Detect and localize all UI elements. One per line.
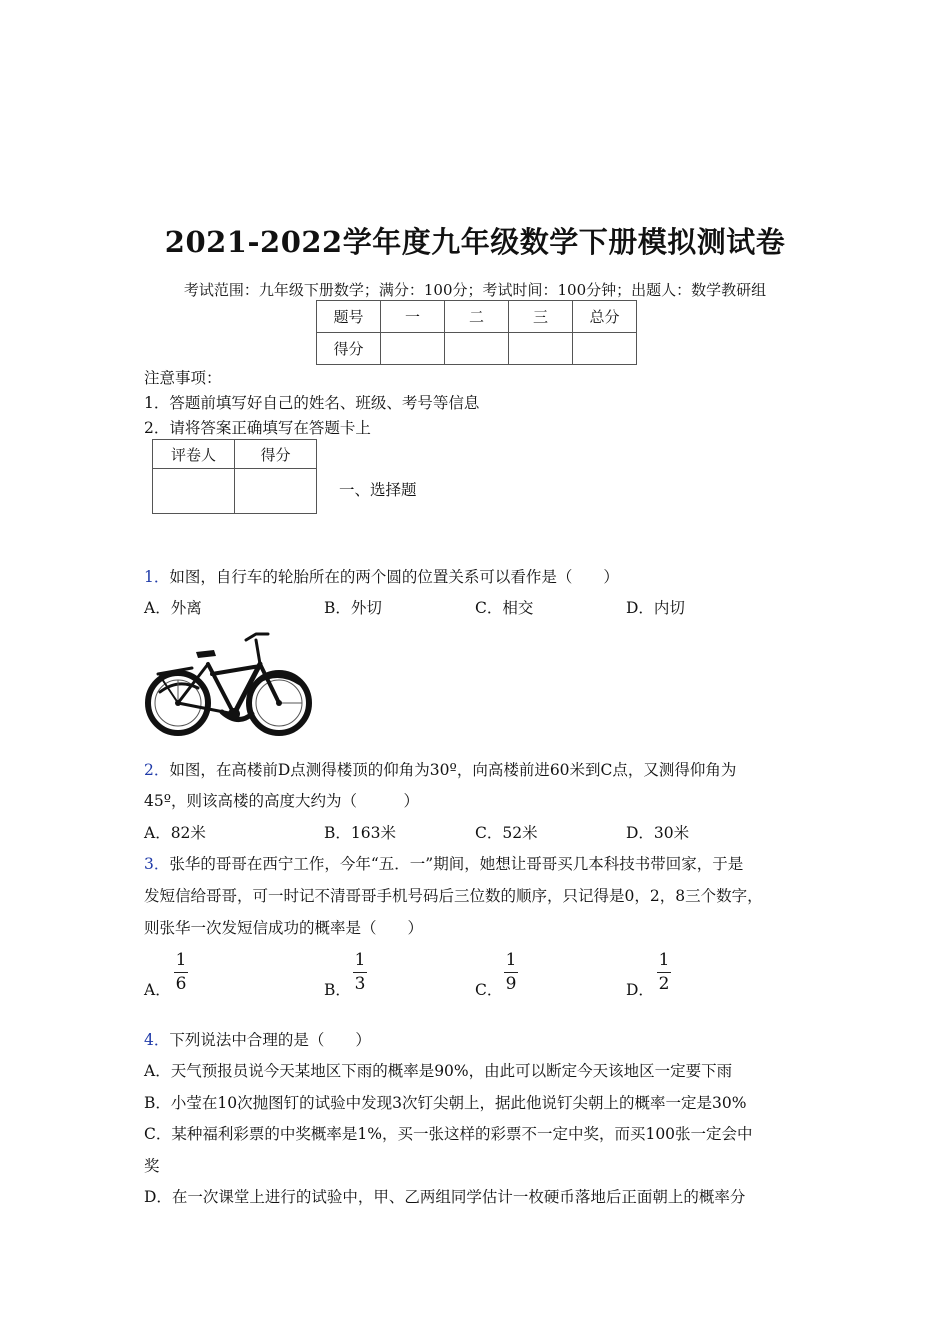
q2-option-d: D．30米 — [626, 824, 690, 842]
question-number: 1． — [144, 568, 170, 586]
fraction-numerator: 1 — [175, 950, 187, 970]
q3-option-d-fraction — [654, 951, 674, 994]
score-header-cell: 三 — [509, 301, 573, 333]
fraction-bar — [504, 972, 518, 973]
fraction-numerator: 1 — [658, 950, 670, 970]
q4-option-d: D．在一次课堂上进行的试验中，甲、乙两组同学估计一枚硬币落地后正面朝上的概率分 — [144, 1188, 746, 1206]
question-text: 张华的哥哥在西宁工作，今年“五．一”期间，她想让哥哥买几本科技书带回家，于是 — [169, 855, 744, 873]
grader-body-row — [153, 469, 317, 514]
score-header-cell: 题号 — [317, 301, 381, 333]
score-table — [316, 300, 637, 365]
q2-option-c: C．52米 — [475, 824, 538, 842]
question-number: 3． — [144, 855, 170, 873]
q1-option-c: C．相交 — [475, 599, 534, 617]
score-table-header-row — [317, 301, 637, 333]
q3-option-b-fraction — [350, 951, 370, 994]
fraction-bar — [657, 972, 671, 973]
note-item: 2．请将答案正确填写在答题卡上 — [144, 419, 371, 437]
grader-header-row — [153, 440, 317, 469]
question-3 — [144, 854, 743, 874]
q3-option-b-letter: B． — [324, 981, 351, 999]
question-text: 下列说法中合理的是（ ） — [169, 1031, 371, 1049]
score-header-cell: 总分 — [573, 301, 637, 333]
score-cell[interactable] — [573, 333, 637, 365]
q4-option-c: C．某种福利彩票的中奖概率是1%，买一张这样的彩票不一定中奖，而买100张一定会中 — [144, 1125, 753, 1143]
q3-option-a-fraction — [171, 951, 191, 994]
note-item: 1．答题前填写好自己的姓名、班级、考号等信息 — [144, 394, 480, 412]
fraction-bar — [353, 972, 367, 973]
fraction-denominator: 3 — [354, 974, 366, 994]
q2-option-b: B．163米 — [324, 824, 396, 842]
score-cell[interactable] — [381, 333, 445, 365]
section-title: 一、选择题 — [339, 481, 417, 499]
fraction-bar — [174, 972, 188, 973]
q1-option-d: D．内切 — [626, 599, 685, 617]
question-number: 4． — [144, 1031, 170, 1049]
grader-cell[interactable] — [235, 469, 317, 514]
question-2 — [144, 760, 736, 780]
exam-info: 考试范围：九年级下册数学；满分：100分；考试时间：100分钟；出题人：数学教研组 — [183, 281, 767, 299]
exam-title: 2021-2022学年度九年级数学下册模拟测试卷 — [164, 225, 786, 259]
q1-option-b: B．外切 — [324, 599, 382, 617]
question-4 — [144, 1030, 371, 1050]
grader-header-cell: 得分 — [235, 440, 317, 469]
q3-option-c-letter: C． — [475, 981, 503, 999]
grader-cell[interactable] — [153, 469, 235, 514]
score-row-label: 得分 — [317, 333, 381, 365]
score-table-score-row — [317, 333, 637, 365]
bicycle-image — [142, 628, 314, 740]
question-3-continued: 则张华一次发短信成功的概率是（ ） — [144, 919, 424, 937]
score-cell[interactable] — [509, 333, 573, 365]
question-3-continued: 发短信给哥哥，可一时记不清哥哥手机号码后三位数的顺序，只记得是0，2，8三个数字， — [144, 887, 763, 905]
q1-option-a: A．外离 — [144, 599, 202, 617]
q4-option-b: B．小莹在10次抛图钉的试验中发现3次钉尖朝上，据此他说钉尖朝上的概率一定是30% — [144, 1094, 747, 1112]
q2-option-a: A．82米 — [144, 824, 206, 842]
fraction-denominator: 9 — [505, 974, 517, 994]
fraction-denominator: 6 — [175, 974, 187, 994]
score-header-cell: 一 — [381, 301, 445, 333]
notes-heading: 注意事项： — [144, 369, 222, 387]
grader-table — [152, 439, 317, 514]
q4-option-c-continued: 奖 — [144, 1157, 160, 1175]
question-1 — [144, 567, 619, 587]
fraction-numerator: 1 — [505, 950, 517, 970]
q3-option-c-fraction — [501, 951, 521, 994]
fraction-denominator: 2 — [658, 974, 670, 994]
fraction-numerator: 1 — [354, 950, 366, 970]
q3-option-d-letter: D． — [626, 981, 654, 999]
question-text: 如图，在高楼前D点测得楼顶的仰角为30º，向高楼前进60米到C点，又测得仰角为 — [169, 761, 737, 779]
question-text: 如图，自行车的轮胎所在的两个圆的位置关系可以看作是（ ） — [169, 568, 619, 586]
grader-header-cell: 评卷人 — [153, 440, 235, 469]
question-number: 2． — [144, 761, 170, 779]
score-cell[interactable] — [445, 333, 509, 365]
q3-option-a-letter: A． — [144, 981, 171, 999]
score-header-cell: 二 — [445, 301, 509, 333]
question-2-continued: 45º，则该高楼的高度大约为（ ） — [144, 792, 420, 810]
q4-option-a: A．天气预报员说今天某地区下雨的概率是90%，由此可以断定今天该地区一定要下雨 — [144, 1062, 733, 1080]
